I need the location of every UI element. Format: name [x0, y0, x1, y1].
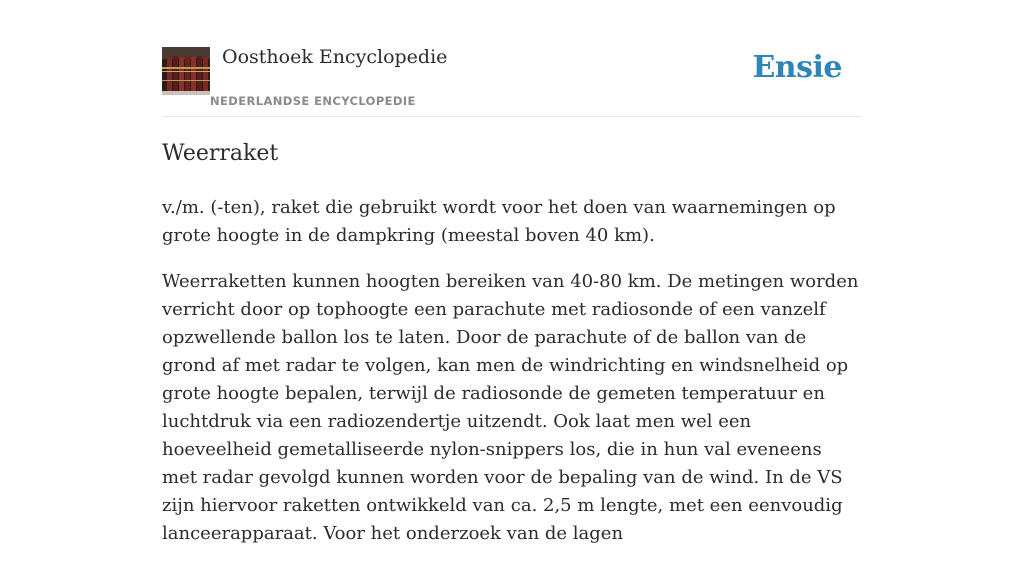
- article-paragraph: v./m. (-ten), raket die gebruikt wordt voor het doen van waarnemingen op grote hoogte in de dampkring (meestal boven 40 km).: [162, 197, 836, 246]
- site-name[interactable]: Oosthoek Encyclopedie: [222, 46, 448, 68]
- site-header: [162, 0, 862, 117]
- site-subtitle: NEDERLANDSE ENCYCLOPEDIE: [210, 94, 416, 108]
- article: [162, 136, 862, 566]
- brand-logo[interactable]: Ensie: [752, 50, 842, 85]
- encyclopedia-books-icon[interactable]: [162, 47, 210, 95]
- article-title: Weerraket: [162, 141, 279, 166]
- article-paragraph: Weerraketten kunnen hoogten bereiken van 40-80 km. De metingen worden verricht door op tophoogte een parachute met radiosonde of een vanzelf opzwellende ballon los te laten. Door de parachute of de ballon van de grond af met radar te volgen, kan men de windrichting en windsnelheid op grote hoogte bepalen, terwijl de radiosonde de gemeten temperatuur en luchtdruk via een radiozendertje uitzendt. Ook laat men wel een hoeveelheid gemetalliseerde nylon-snippers los, die in hun val eveneens met radar gevolgd kunnen worden voor de bepaling van de wind. In de VS zijn hiervoor raketten ontwikkeld van ca. 2,5 m lengte, met een eenvoudig lanceerapparaat. Voor het onderzoek van de lagen: [162, 271, 859, 544]
